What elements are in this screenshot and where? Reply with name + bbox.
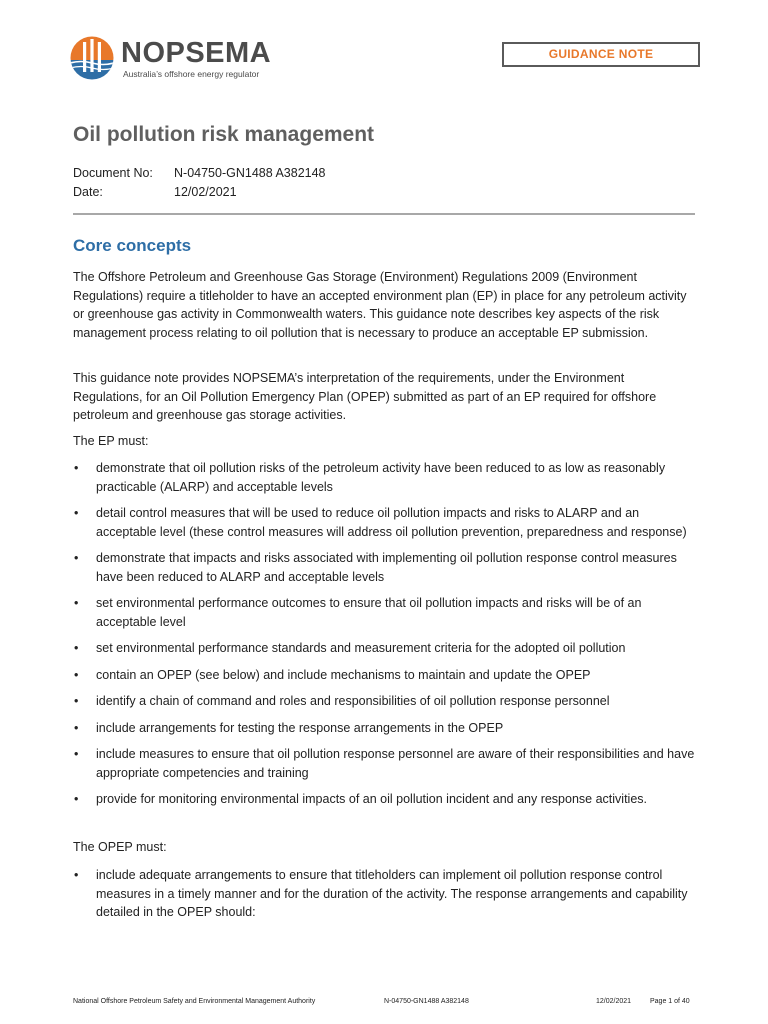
paragraph: The Offshore Petroleum and Greenhouse Gas Storage (Environment) Regulations 2009 (Environment Regulations) require a titleholder to have an accepted environment plan (EP) in place for any petroleum activity or greenhouse gas activity in Commonwealth waters. This guidance note describes key aspects of the risk management process relating to oil pollution that is necessary to produce an acceptable EP submission. <box>73 270 687 340</box>
bullet-icon: • <box>74 506 79 520</box>
list-item <box>73 692 698 711</box>
list-item-text: identify a chain of command and roles and responsibilities of oil pollution response personnel <box>96 694 610 708</box>
guidance-note-badge: GUIDANCE NOTE <box>502 42 700 67</box>
opep-intro: The OPEP must: <box>73 840 167 854</box>
list-item <box>73 790 698 809</box>
list-item <box>73 866 698 922</box>
bullet-icon: • <box>74 694 79 708</box>
bullet-icon: • <box>74 720 79 735</box>
bullet-icon: • <box>74 792 79 806</box>
list-item <box>73 666 698 685</box>
list-item <box>73 504 698 541</box>
list-item-text: set environmental performance outcomes to ensure that oil pollution impacts and risks will be of an acceptable level <box>96 596 642 629</box>
meta-row-document-no <box>73 164 473 183</box>
bullet-icon: • <box>74 747 79 761</box>
logo-tagline: Australia’s offshore energy regulator <box>123 69 260 79</box>
footer-page-number: Page 1 of 40 <box>650 998 690 1005</box>
list-item-text: contain an OPEP (see below) and include mechanisms to maintain and update the OPEP <box>96 667 591 682</box>
list-item-text: set environmental performance standards and measurement criteria for the adopted oil pollution <box>96 641 626 655</box>
nopsema-logo-icon <box>70 36 114 80</box>
meta-value: 12/02/2021 <box>174 185 237 199</box>
list-item-text: demonstrate that impacts and risks associated with implementing oil pollution response control measures have been reduced to ALARP and acceptable levels <box>96 551 677 584</box>
bullet-icon: • <box>74 868 79 882</box>
footer-date: 12/02/2021 <box>596 998 632 1005</box>
meta-label: Document No: <box>73 166 153 180</box>
footer-organisation: National Offshore Petroleum Safety and Environmental Management Authority <box>73 998 316 1005</box>
list-item-text: include adequate arrangements to ensure that titleholders can implement oil pollution response control measures in a timely manner and for the duration of the activity. The response arrangements and capability detailed in the OPEP should: <box>96 868 688 919</box>
list-item-text: include arrangements for testing the response arrangements in the OPEP <box>96 720 504 735</box>
meta-label: Date: <box>73 185 103 199</box>
section-heading: Core concepts <box>73 236 192 255</box>
footer-document-number: N-04750-GN1488 A382148 <box>384 998 469 1005</box>
list-item <box>73 594 698 631</box>
document-title: Oil pollution risk management <box>73 123 375 146</box>
page-footer <box>73 996 698 1008</box>
ep-requirements-list <box>73 459 698 817</box>
logo-name: NOPSEMA <box>121 37 272 69</box>
nopsema-logo <box>70 36 290 82</box>
list-item-text: provide for monitoring environmental impacts of an oil pollution incident and any response activities. <box>96 792 647 806</box>
title-divider <box>73 213 695 215</box>
bullet-icon: • <box>74 461 79 475</box>
meta-value: N-04750-GN1488 A382148 <box>174 166 326 180</box>
paragraph: This guidance note provides NOPSEMA’s interpretation of the requirements, under the Environment Regulations, for an Oil Pollution Emergency Plan (OPEP) submitted as part of an EP required for offshore petroleum and greenhouse gas storage activities. <box>73 371 657 422</box>
list-item <box>73 745 698 782</box>
list-item-text: detail control measures that will be used to reduce oil pollution impacts and risks to ALARP and an acceptable level (these control measures will address oil pollution prevention, preparedness and response) <box>96 506 687 539</box>
bullet-icon: • <box>74 641 79 655</box>
list-item-text: include measures to ensure that oil pollution response personnel are aware of their responsibilities and have appropriate competencies and training <box>96 747 695 780</box>
bullet-icon: • <box>74 667 79 682</box>
list-item-text: demonstrate that oil pollution risks of the petroleum activity have been reduced to as low as reasonably practicable (ALARP) and acceptable levels <box>96 461 666 494</box>
list-item <box>73 549 698 586</box>
meta-row-date <box>73 183 473 202</box>
opep-requirements-list <box>73 866 698 930</box>
bullet-icon: • <box>74 551 79 565</box>
document-meta <box>73 164 473 202</box>
list-item <box>73 459 698 496</box>
ep-intro: The EP must: <box>73 434 149 448</box>
list-item <box>73 639 698 658</box>
list-item <box>73 719 698 738</box>
bullet-icon: • <box>74 596 79 610</box>
